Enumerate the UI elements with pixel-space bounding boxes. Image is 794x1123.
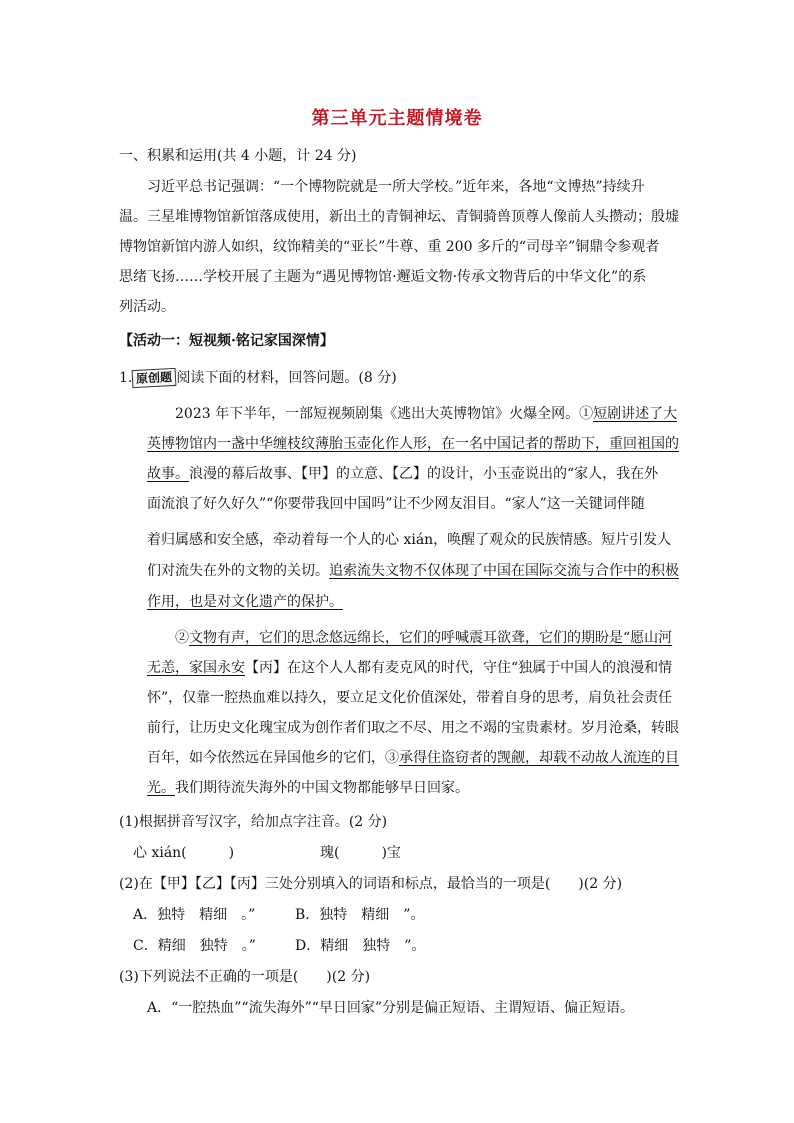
option-a: A．独特 精细 。” <box>133 907 256 923</box>
sub-question-1: (1)根据拼音写汉字，给加点字注音。(2 分) <box>119 814 388 830</box>
passage-line: 着归属感和安全感，牵动着每一个人的心 xián，唤醒了观众的民族情感。短片引发人 <box>147 532 672 548</box>
sub-question-2: (2)在【甲】【乙】【丙】三处分别填入的词语和标点，最恰当的一项是( )(2 分) <box>119 876 623 892</box>
passage-line <box>147 658 672 678</box>
underlined-sentence: 文物有声，它们的思念悠远绵长，它们的呼喊震耳欲聋，它们的期盼是“愿山河 <box>189 630 673 646</box>
passage-text: 浪漫的幕后故事、【甲】的立意、【乙】的设计，小玉壶说出的“家人，我在外 <box>189 466 659 482</box>
passage-text: 们对流失在外的文物的关切。 <box>147 563 329 579</box>
sub-question-3: (3)下列说法不正确的一项是( )(2 分) <box>119 969 371 985</box>
underlined-sentence: 承得住盗窃者的觊觎，却载不动故人流连的目 <box>399 750 679 766</box>
intro-line-3: 博物馆新馆内游人如织，纹饰精美的“亚长”牛尊、重 200 多斤的“司母辛”铜鼎令参观者 <box>119 239 660 255</box>
question-number: 1. <box>119 370 133 386</box>
intro-line-5: 列活动。 <box>119 299 175 315</box>
section-heading: 一、积累和运用(共 4 小题，计 24 分) <box>119 148 357 164</box>
underlined-sentence: 无恙，家国永安 <box>147 660 245 676</box>
passage-line <box>147 561 679 581</box>
passage-text: 【丙】在这个人人都有麦克风的时代，守住“独属于中国人的浪漫和情 <box>245 660 673 676</box>
option-d: D．精细 独特 ”。 <box>295 938 426 954</box>
question-1 <box>119 368 397 388</box>
underlined-sentence: 作用，也是对文化遗产的保护。 <box>147 594 343 610</box>
intro-line-2: 温。三星堆博物馆新馆落成使用，新出土的青铜神坛、青铜骑兽顶尊人像前人头攒动；殷墟 <box>119 209 679 225</box>
answer-blank-xian: 心 xián( ) <box>133 845 235 861</box>
underlined-sentence: 光。 <box>147 780 175 796</box>
activity-heading: 【活动一：短视频·铭记家国深情】 <box>119 333 334 349</box>
passage-line <box>147 748 679 768</box>
option-b: B．独特 精细 ”。 <box>295 907 425 923</box>
passage-line <box>147 464 658 484</box>
question-text: 阅读下面的材料，回答问题。(8 分) <box>176 370 397 386</box>
passage-line: 前行，让历史文化瑰宝成为创作者们取之不尽、用之不竭的宝贵素材。岁月沧桑，转眼 <box>147 720 679 736</box>
page-title: 第三单元主题情境卷 <box>311 108 483 129</box>
passage-text: 百年，如今依然远在异国他乡的它们，③ <box>147 750 399 766</box>
passage-line <box>175 628 672 648</box>
option-a: A．“一腔热血”“流失海外”“早日回家”分别是偏正短语、主谓短语、偏正短语。 <box>147 1000 635 1016</box>
underlined-sentence: 短剧讲述了大 <box>593 406 678 422</box>
intro-line-1: 习近平总书记强调：“一个博物院就是一所大学校。”近年来，各地“文博热”持续升 <box>147 179 645 195</box>
passage-text: ② <box>175 630 189 646</box>
underlined-sentence: 故事。 <box>147 466 189 482</box>
underlined-sentence: 英博物馆内一盏中华缠枝纹薄胎玉壶化作人形，在一名中国记者的帮助下，重回祖国的 <box>147 436 679 452</box>
underlined-sentence: 追索流失文物不仅体现了中国在国际交流与合作中的积极 <box>329 563 679 579</box>
intro-line-4: 思绪飞扬……学校开展了主题为“遇见博物馆·邂逅文物·传承文物背后的中华文化”的系 <box>119 269 647 285</box>
passage-text: 2023 年下半年，一部短视频剧集《逃出大英博物馆》火爆全网。① <box>175 406 594 422</box>
original-question-stamp: 原创题 <box>132 368 177 388</box>
passage-line: 面流浪了好久好久”“你要带我回中国吗”让不少网友泪目。“家人”这一关键词伴随 <box>147 496 645 512</box>
passage-line <box>175 404 677 424</box>
passage-text: 我们期待流失海外的中国文物都能够早日回家。 <box>175 780 469 796</box>
option-c: C．精细 独特 。” <box>133 938 256 954</box>
answer-blank-gui: 瑰( )宝 <box>320 845 401 861</box>
passage-line <box>147 778 469 798</box>
passage-line: 怀”，仅靠一腔热血难以持久，要立足文化价值深处，带着自身的思考，肩负社会责任 <box>147 690 673 706</box>
